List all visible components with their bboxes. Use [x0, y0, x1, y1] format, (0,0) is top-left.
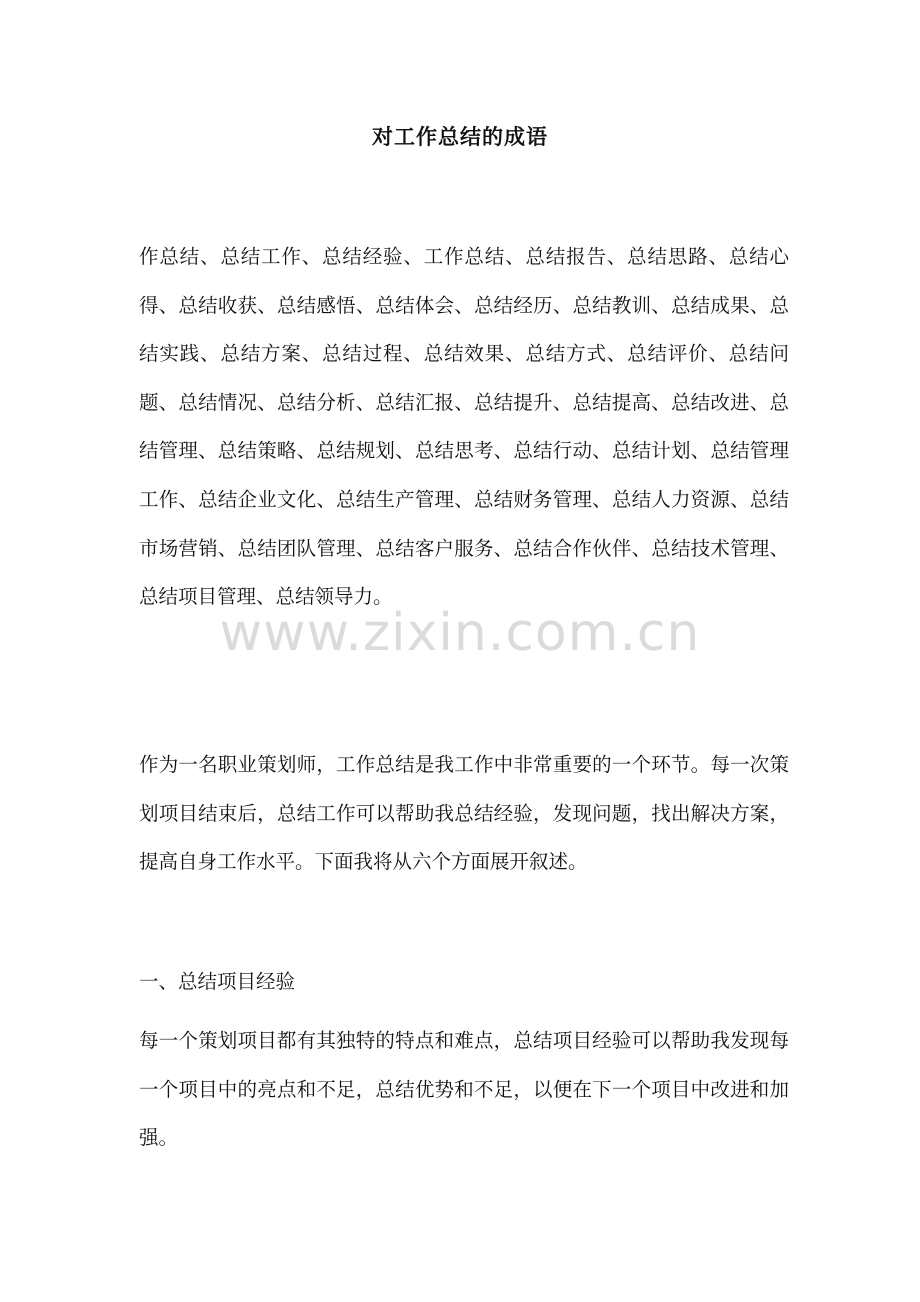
intro-paragraph: 作为一名职业策划师，工作总结是我工作中非常重要的一个环节。每一次策划项目结束后，总结工作可以帮助我总结经验，发现问题，找出解决方案，提高自身工作水平。下面我将从六个方面展开叙述。 [139, 753, 789, 874]
section-body-paragraph: 每一个策划项目都有其独特的特点和难点，总结项目经验可以帮助我发现每一个项目中的亮点和不足，总结优势和不足，以便在下一个项目中改进和加强。 [139, 1029, 789, 1150]
watermark: www.zixin.com.cn [219, 603, 701, 663]
document-title: 对工作总结的成语 [372, 125, 548, 149]
terms-paragraph: 作总结、总结工作、总结经验、工作总结、总结报告、总结思路、总结心得、总结收获、总结感悟、总结体会、总结经历、总结教训、总结成果、总结实践、总结方案、总结过程、总结效果、总结方式、总结评价、总结问题、总结情况、总结分析、总结汇报、总结提升、总结提高、总结改进、总结管理、总结策略、总结规划、总结思考、总结行动、总结计划、总结管理工作、总结企业文化、总结生产管理、总结财务管理、总结人力资源、总结市场营销、总结团队管理、总结客户服务、总结合作伙伴、总结技术管理、总结项目管理、总结领导力。 [139, 245, 789, 609]
section-heading: 一、总结项目经验 [139, 970, 296, 993]
